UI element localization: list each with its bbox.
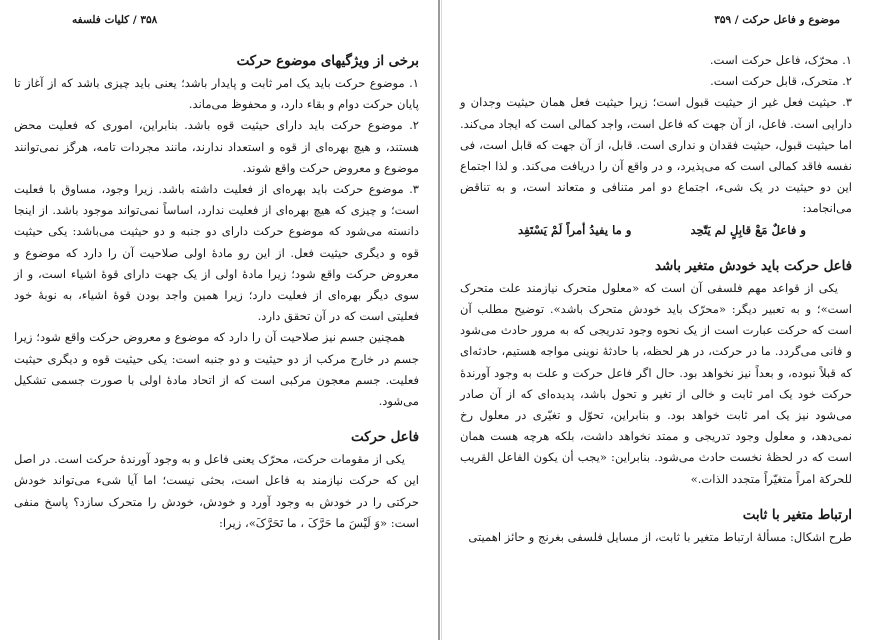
right-page-content — [460, 50, 852, 548]
left-running-head: ۳۵۸ / کلیات فلسفه — [72, 14, 158, 26]
right-running-head: موضوع و فاعل حرکت / ۳۵۹ — [714, 14, 840, 26]
verse-first-hemistich: و فاعلٌ مَعْ قابِلٍ لم یَتّحِد — [690, 222, 806, 237]
verse-second-hemistich: و ما یفیدُ أمراً لَمْ یَسْتَفِد — [518, 222, 632, 237]
section-gap — [460, 241, 852, 255]
verse-couplet — [460, 220, 852, 241]
section-gap — [14, 412, 419, 426]
section-title-agent-must-change: فاعل حرکت باید خودش متغیر باشد — [655, 258, 852, 274]
right-page — [444, 0, 880, 640]
left-page-content — [14, 50, 419, 534]
book-gutter — [438, 0, 440, 640]
paragraph: همچنین جسم نیز صلاحیت آن را دارد که موضوع و معروض حرکت واقع شود؛ زیرا جسم در خارج مرکب از دو حیثیت و دو جنبه است: یکی حیثیت قوه و دیگری حیثیت فعلیت. جسم معجون مرکبی است که از اتحاد مادهٔ اولی با صورت جسمی تشکیل می‌شود. — [14, 330, 419, 409]
book-gutter-shadow — [441, 0, 442, 640]
list-item: ۳. حیثیت فعل غیر از حیثیت قبول است؛ زیرا حیثیت فعل همان حیثیت وجدان و دارایی است. فاعل، از آن جهت که فاعل است، واجد کمالی است که ایجاد می‌کند. اما حیثیت قبول، حیثیت فقدان و نداری است. قابل، از آن جهت که قابل است، فی نفسه فاقد کمالی است که می‌پذیرد، و در واقع آن را دریافت می‌کند. و لذا اجتماع این دو حیثیت در یک شیء، اجتماع دو امر متنافی و متعاند است، و به تناقض می‌انجامد: — [460, 95, 852, 216]
section-title-changing-and-fixed: ارتباط متغیر با ثابت — [742, 507, 852, 523]
paragraph: ۱. موضوع حرکت باید یک امر ثابت و پایدار باشد؛ یعنی باید چیزی باشد که از آغاز تا پایان حرکت دوام و بقاء دارد، و محفوظ می‌ماند. — [14, 76, 419, 112]
list-item: ۲. متحرک، قابل حرکت است. — [710, 74, 852, 89]
paragraph: طرح اشکال: مسألهٔ ارتباط متغیر با ثابت، از مسایل فلسفی بغرنج و حائز اهمیتی — [468, 529, 852, 544]
section-gap — [460, 490, 852, 504]
left-page — [0, 0, 437, 640]
right-page-header — [460, 14, 852, 32]
paragraph: یکی از مقومات حرکت، محرّک یعنی فاعل و به وجود آورندهٔ حرکت است. در اصل این که حرکت نیازمند به فاعل است، بحثی نیست؛ اما آیا شیء می‌تواند خودش حرکتی را در خودش به وجود آورد و خودش، خودش را متحرک سازد؟ پاسخ منفی است: «وَ لَیْسَ ما حَرَّکَ ، ما تَحَرَّکَ»، زیرا: — [14, 452, 419, 530]
paragraph: ۳. موضوع حرکت باید بهره‌ای از فعلیت داشته باشد. زیرا وجود، مساوق با فعلیت است؛ و چیزی که هیچ بهره‌ای از فعلیت ندارد، اساساً نمی‌تواند موجود باشد. از اینجا دانسته می‌شود که موضوع حرکت دارای دو جنبه و دو حیثیت می‌باشد: یکی حیثیت قوه و دیگری حیثیت فعل. از این رو مادهٔ اولی صلاحیت آن را دارد که موضوع و معروض حرکت واقع شود؛ زیرا مادهٔ اولی از یک جهت دارای قوهٔ اشیاء است، و از سوی دیگر بهره‌ای از فعلیت دارد؛ زیرا همین واجد بودن قوهٔ اشیاء، به نوبهٔ خود فعلیتی است که در آن تحقق دارد. — [14, 182, 419, 324]
section-title-features: برخی از ویژگیهای موضوع حرکت — [236, 54, 419, 69]
section-title-agent-of-motion: فاعل حرکت — [351, 430, 419, 446]
left-page-header — [14, 14, 419, 32]
paragraph: ۲. موضوع حرکت باید دارای حیثیت قوه باشد. بنابراین، اموری که فعلیت محض هستند، و هیچ بهره‌ای از قوه و استعداد ندارند، مانند مجردات تامه، هرگز نمی‌توانند موضوع و معروض حرکت واقع شوند. — [14, 118, 419, 175]
paragraph: یکی از قواعد مهم فلسفی آن است که «معلول متحرک نیازمند علت متحرک است»؛ و به تعبیر دیگر: «محرّک باید خودش متحرک باشد». توضیح مطلب آن است که حرکت عبارت است از یک نحوه وجود تدریجی که به مرور حادث می‌شود و فانی می‌گردد. ما در حرکت، در هر لحظه، با حادثهٔ نوینی مواجه هستیم، حادثه‌ای که قبلاً نبوده، و بعداً نیز نخواهد بود. حال اگر فاعل حرکت و علت به وجود آورندهٔ حرکت خود یک امر ثابت و خالی از تغیر و تحول باشد، پدیده‌ای که از آن صادر می‌شود نیز یک امر ثابت خواهد بود. و بنابراین، تحوّل و تغیّری در معلول رخ نمی‌دهد، و معلول وجود تدریجی و ممتد نخواهد داشت، بلکه هرچه هست همان است که در لحظهٔ نخست حادث می‌شود. بنابراین: «یجب أن یکون الفاعل القریب للحرکة امراً متغیّراً متجدد الذات.» — [460, 280, 852, 486]
list-item: ۱. محرّک، فاعل حرکت است. — [709, 53, 852, 67]
